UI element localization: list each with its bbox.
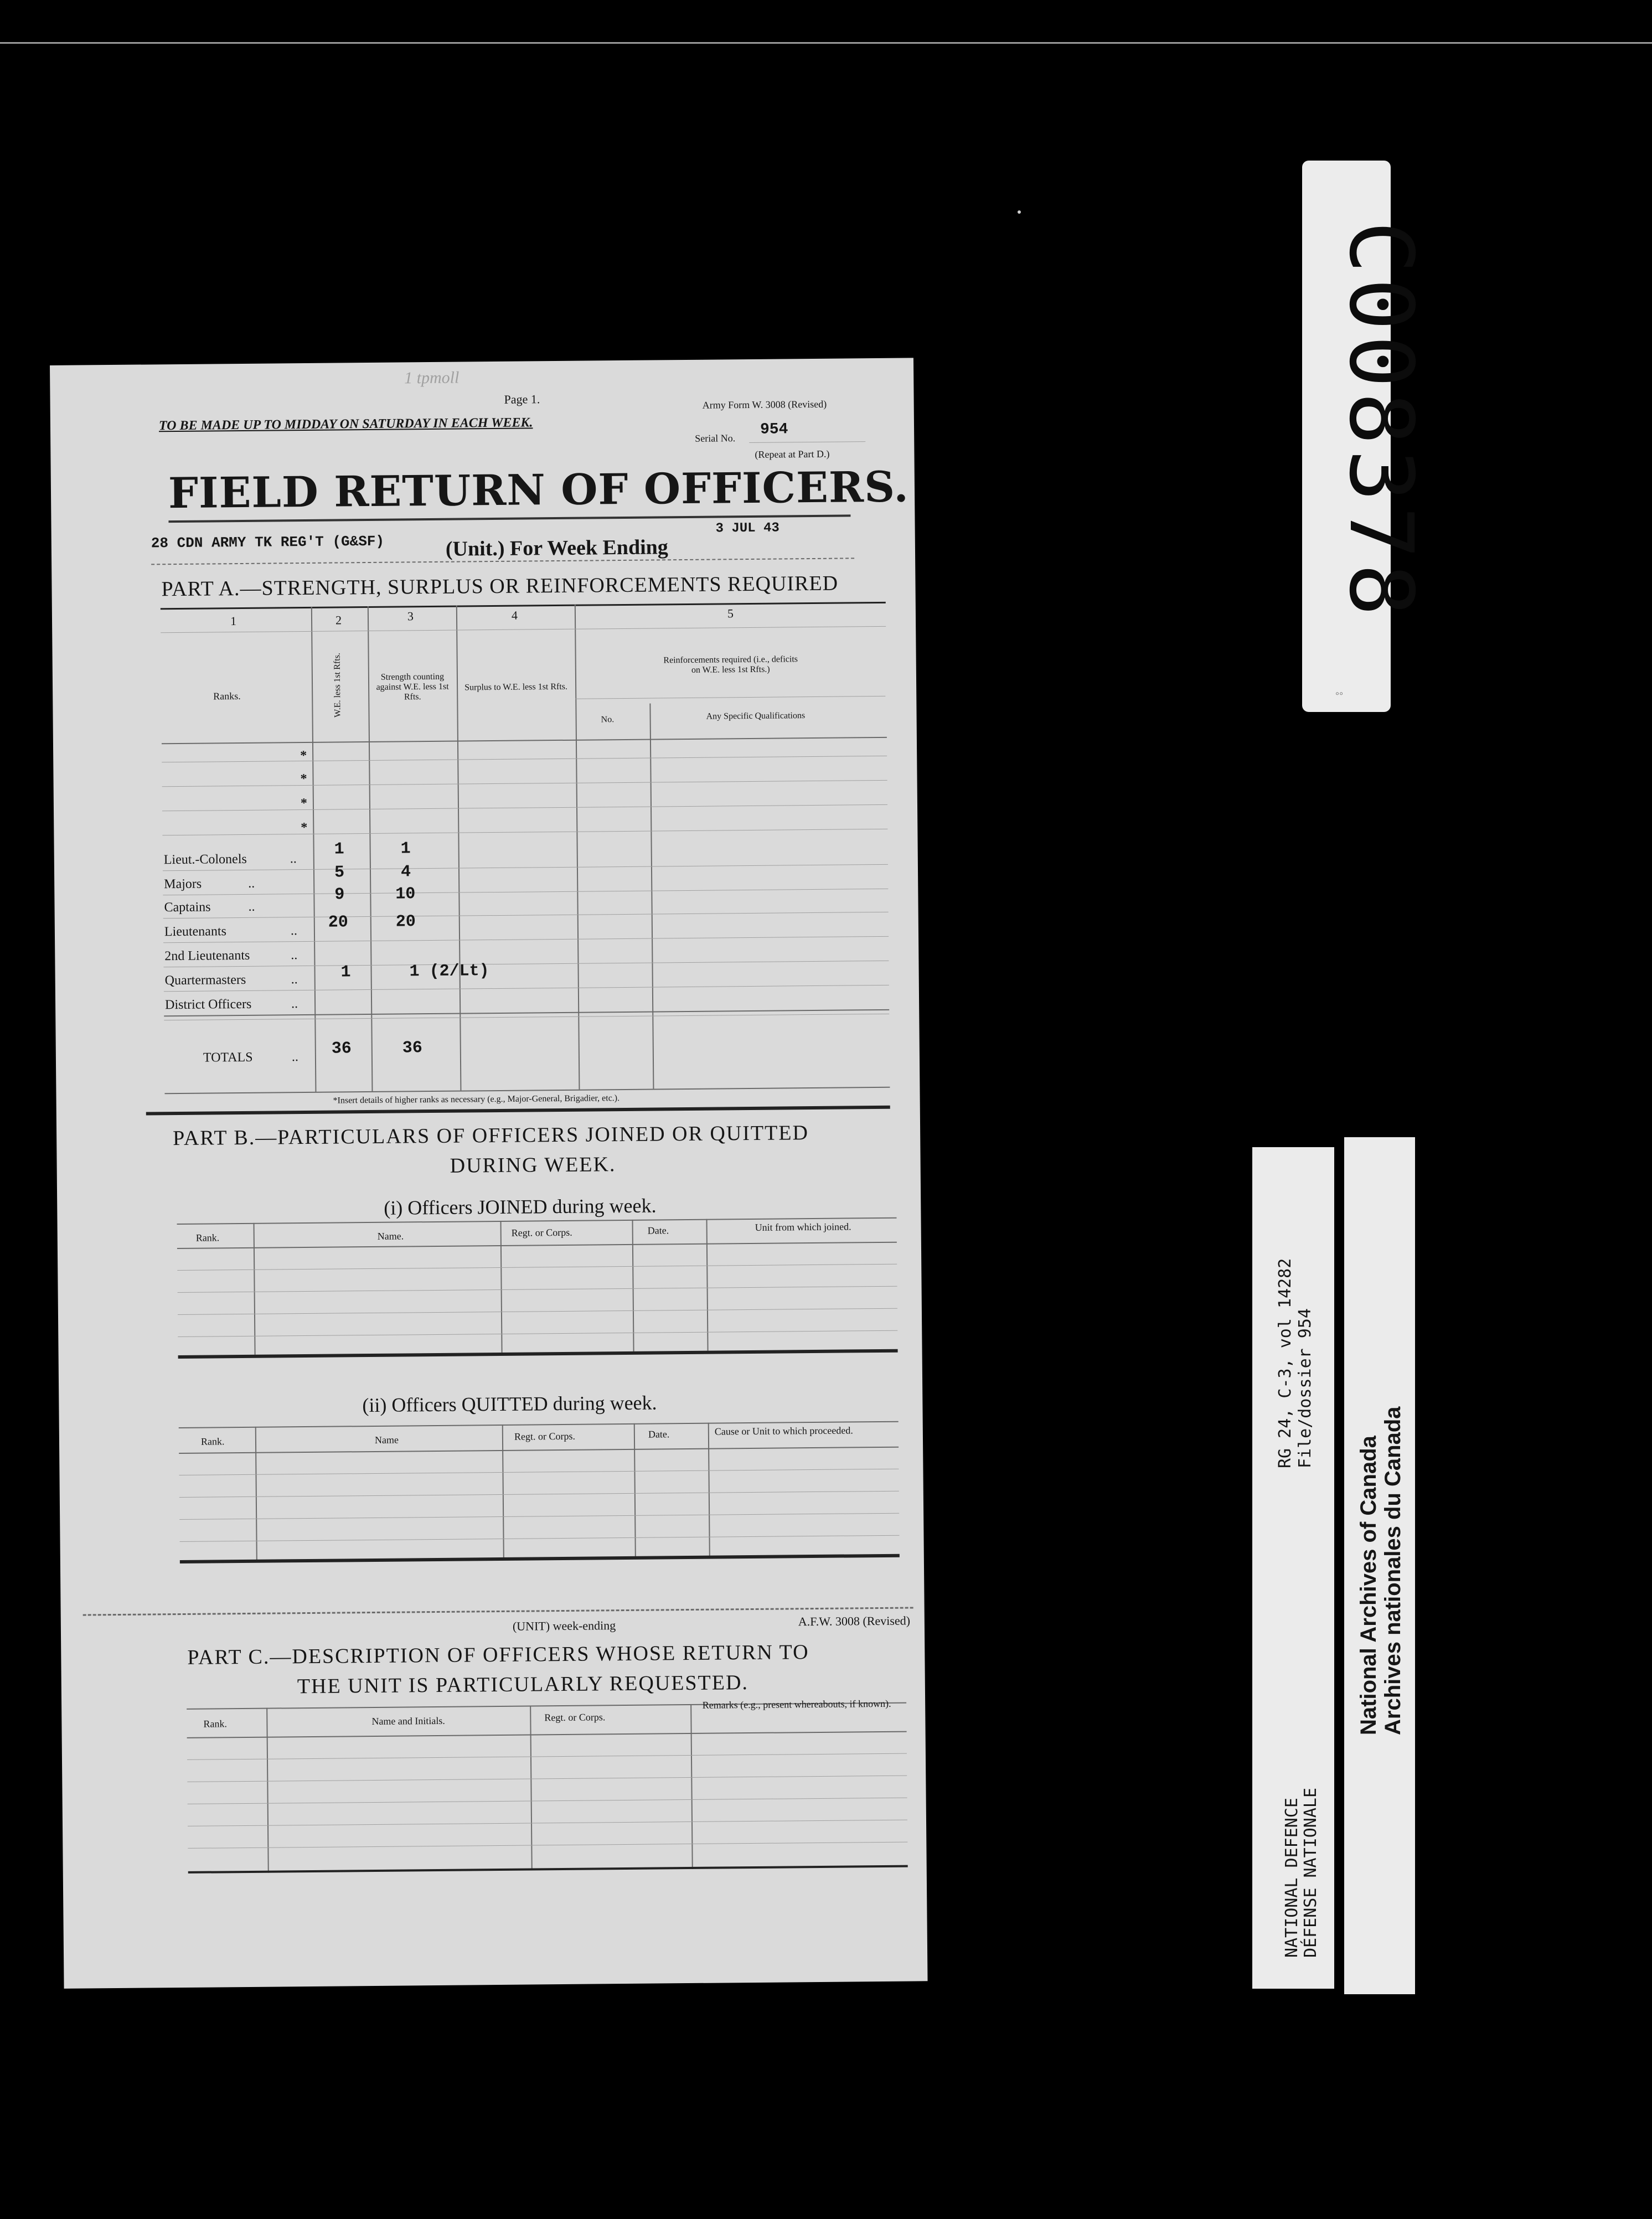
col-no-header: No. bbox=[601, 715, 615, 725]
strength-value: 1 (2/Lt) bbox=[409, 962, 489, 982]
leader-dots: .. bbox=[291, 948, 298, 963]
asterisk: * bbox=[300, 771, 307, 787]
we-value: 1 bbox=[340, 963, 351, 982]
label-defence-en: NATIONAL DEFENCE bbox=[1282, 1798, 1302, 1958]
strength-value: 1 bbox=[400, 839, 411, 859]
part-c-heading-2: THE UNIT IS PARTICULARLY REQUESTED. bbox=[297, 1671, 749, 1699]
col-reinforcements-header: Reinforcements required (i.e., deficits on W.E. less 1st Rfts.) bbox=[663, 654, 798, 675]
part-a-heading: PART A.—STRENGTH, SURPLUS OR REINFORCEMENTS REQUIRED bbox=[161, 571, 839, 601]
leader-dots: .. bbox=[290, 852, 297, 866]
col-we-header: W.E. less 1st Rfts. bbox=[332, 653, 343, 718]
archive-reference-label bbox=[1252, 1147, 1334, 1989]
col-surplus-header: Surplus to W.E. less 1st Rfts. bbox=[464, 682, 568, 693]
strength-value: 4 bbox=[400, 863, 411, 882]
rank-label: Majors bbox=[164, 876, 202, 892]
label-defence-fr: DÉFENSE NATIONALE bbox=[1301, 1787, 1320, 1958]
asterisk: * bbox=[301, 820, 308, 835]
part-c-form-number: A.F.W. 3008 (Revised) bbox=[798, 1613, 911, 1629]
leader-dots: .. bbox=[291, 1050, 299, 1065]
rank-label: Quartermasters bbox=[164, 972, 246, 988]
frame-counter bbox=[1302, 161, 1432, 712]
part-c-heading: PART C.—DESCRIPTION OF OFFICERS WHOSE RETURN TO bbox=[187, 1640, 809, 1669]
quitted-col-date: Date. bbox=[648, 1428, 670, 1440]
col-ranks-header: Ranks. bbox=[213, 690, 241, 702]
form-title: FIELD RETURN OF OFFICERS. bbox=[168, 462, 910, 518]
film-speck bbox=[1018, 210, 1021, 214]
part-b-heading-2: DURING WEEK. bbox=[450, 1153, 616, 1178]
rank-label: 2nd Lieutenants bbox=[164, 948, 250, 964]
asterisk: * bbox=[300, 748, 307, 763]
col-number-4: 4 bbox=[511, 608, 518, 622]
joined-title: (i) Officers JOINED during week. bbox=[384, 1194, 657, 1219]
we-value: 5 bbox=[334, 863, 345, 883]
leader-dots: .. bbox=[291, 972, 298, 987]
part-c-col-name: Name and Initials. bbox=[371, 1715, 445, 1727]
joined-col-date: Date. bbox=[647, 1225, 669, 1236]
serial-label: Serial No. bbox=[695, 432, 736, 444]
label-archives-en: National Archives of Canada bbox=[1356, 1436, 1381, 1735]
leader-dots: .. bbox=[248, 876, 255, 891]
week-ending: 3 JUL 43 bbox=[715, 520, 779, 536]
totals-we: 36 bbox=[331, 1039, 352, 1059]
col-number-3: 3 bbox=[407, 609, 414, 623]
instruction-line: TO BE MADE UP TO MIDDAY ON SATURDAY IN EACH WEEK. bbox=[158, 415, 533, 434]
rank-label: Lieut.-Colonels bbox=[163, 852, 247, 868]
repeat-note: (Repeat at Part D.) bbox=[755, 448, 830, 460]
rank-label: Lieutenants bbox=[164, 924, 227, 940]
field-return-form bbox=[50, 358, 928, 1989]
totals-strength: 36 bbox=[402, 1039, 422, 1058]
leader-dots: .. bbox=[291, 997, 298, 1012]
archive-name-label bbox=[1344, 1137, 1415, 1994]
we-value: 9 bbox=[334, 885, 345, 905]
asterisk: * bbox=[300, 796, 308, 811]
col-number-1: 1 bbox=[230, 614, 237, 628]
leader-dots: .. bbox=[290, 923, 298, 938]
part-c-col-regt: Regt. or Corps. bbox=[544, 1711, 606, 1723]
col-number-2: 2 bbox=[335, 613, 342, 627]
part-c-col-remarks: Remarks (e.g., present whereabouts, if known). bbox=[702, 1697, 891, 1711]
counter-mark: ◦◦ bbox=[1335, 688, 1344, 700]
joined-col-rank: Rank. bbox=[195, 1232, 220, 1243]
part-b-heading: PART B.—PARTICULARS OF OFFICERS JOINED OR QUITTED bbox=[173, 1121, 809, 1150]
unit-name: 28 CDN ARMY TK REG'T (G&SF) bbox=[151, 533, 385, 552]
page-number: Page 1. bbox=[504, 392, 540, 406]
quitted-col-rank: Rank. bbox=[200, 1436, 225, 1447]
top-film-edge bbox=[0, 42, 1652, 44]
strength-value: 10 bbox=[395, 885, 416, 904]
label-file-dossier: File/dossier 954 bbox=[1295, 1308, 1315, 1468]
rank-label: Captains bbox=[164, 900, 211, 915]
pencil-note: 1 tpmoll bbox=[404, 368, 460, 388]
we-value: 1 bbox=[334, 840, 344, 859]
form-number: Army Form W. 3008 (Revised) bbox=[702, 398, 827, 411]
col-strength-header: Strength counting against W.E. less 1st Rfts. bbox=[376, 672, 449, 702]
totals-label: TOTALS bbox=[203, 1050, 253, 1065]
label-rg-reference: RG 24, C-3, vol 14282 bbox=[1276, 1258, 1295, 1468]
leader-dots: .. bbox=[248, 899, 255, 914]
serial-value: 954 bbox=[760, 421, 788, 438]
frame-number: C008378 bbox=[1330, 221, 1432, 621]
col-number-5: 5 bbox=[727, 606, 734, 621]
col-qualifications-header: Any Specific Qualifications bbox=[706, 711, 806, 721]
strength-value: 20 bbox=[395, 912, 416, 932]
quitted-col-cause: Cause or Unit to which proceeded. bbox=[714, 1425, 853, 1437]
joined-col-name: Name. bbox=[377, 1230, 404, 1242]
label-archives-fr: Archives nationales du Canada bbox=[1381, 1406, 1405, 1735]
quitted-title: (ii) Officers QUITTED during week. bbox=[362, 1391, 657, 1417]
we-value: 20 bbox=[328, 913, 348, 932]
unit-label: (Unit.) For Week Ending bbox=[445, 535, 668, 561]
joined-col-unit: Unit from which joined. bbox=[755, 1221, 851, 1233]
joined-col-regt: Regt. or Corps. bbox=[511, 1226, 572, 1238]
quitted-col-regt: Regt. or Corps. bbox=[514, 1430, 575, 1442]
part-a-footnote: *Insert details of higher ranks as necessary (e.g., Major-General, Brigadier, etc.). bbox=[333, 1093, 620, 1106]
tear-line bbox=[83, 1607, 913, 1616]
part-c-col-rank: Rank. bbox=[203, 1718, 228, 1730]
unit-week-ending: (UNIT) week-ending bbox=[512, 1618, 616, 1633]
quitted-col-name: Name bbox=[374, 1434, 399, 1446]
rank-label: District Officers bbox=[164, 997, 252, 1013]
